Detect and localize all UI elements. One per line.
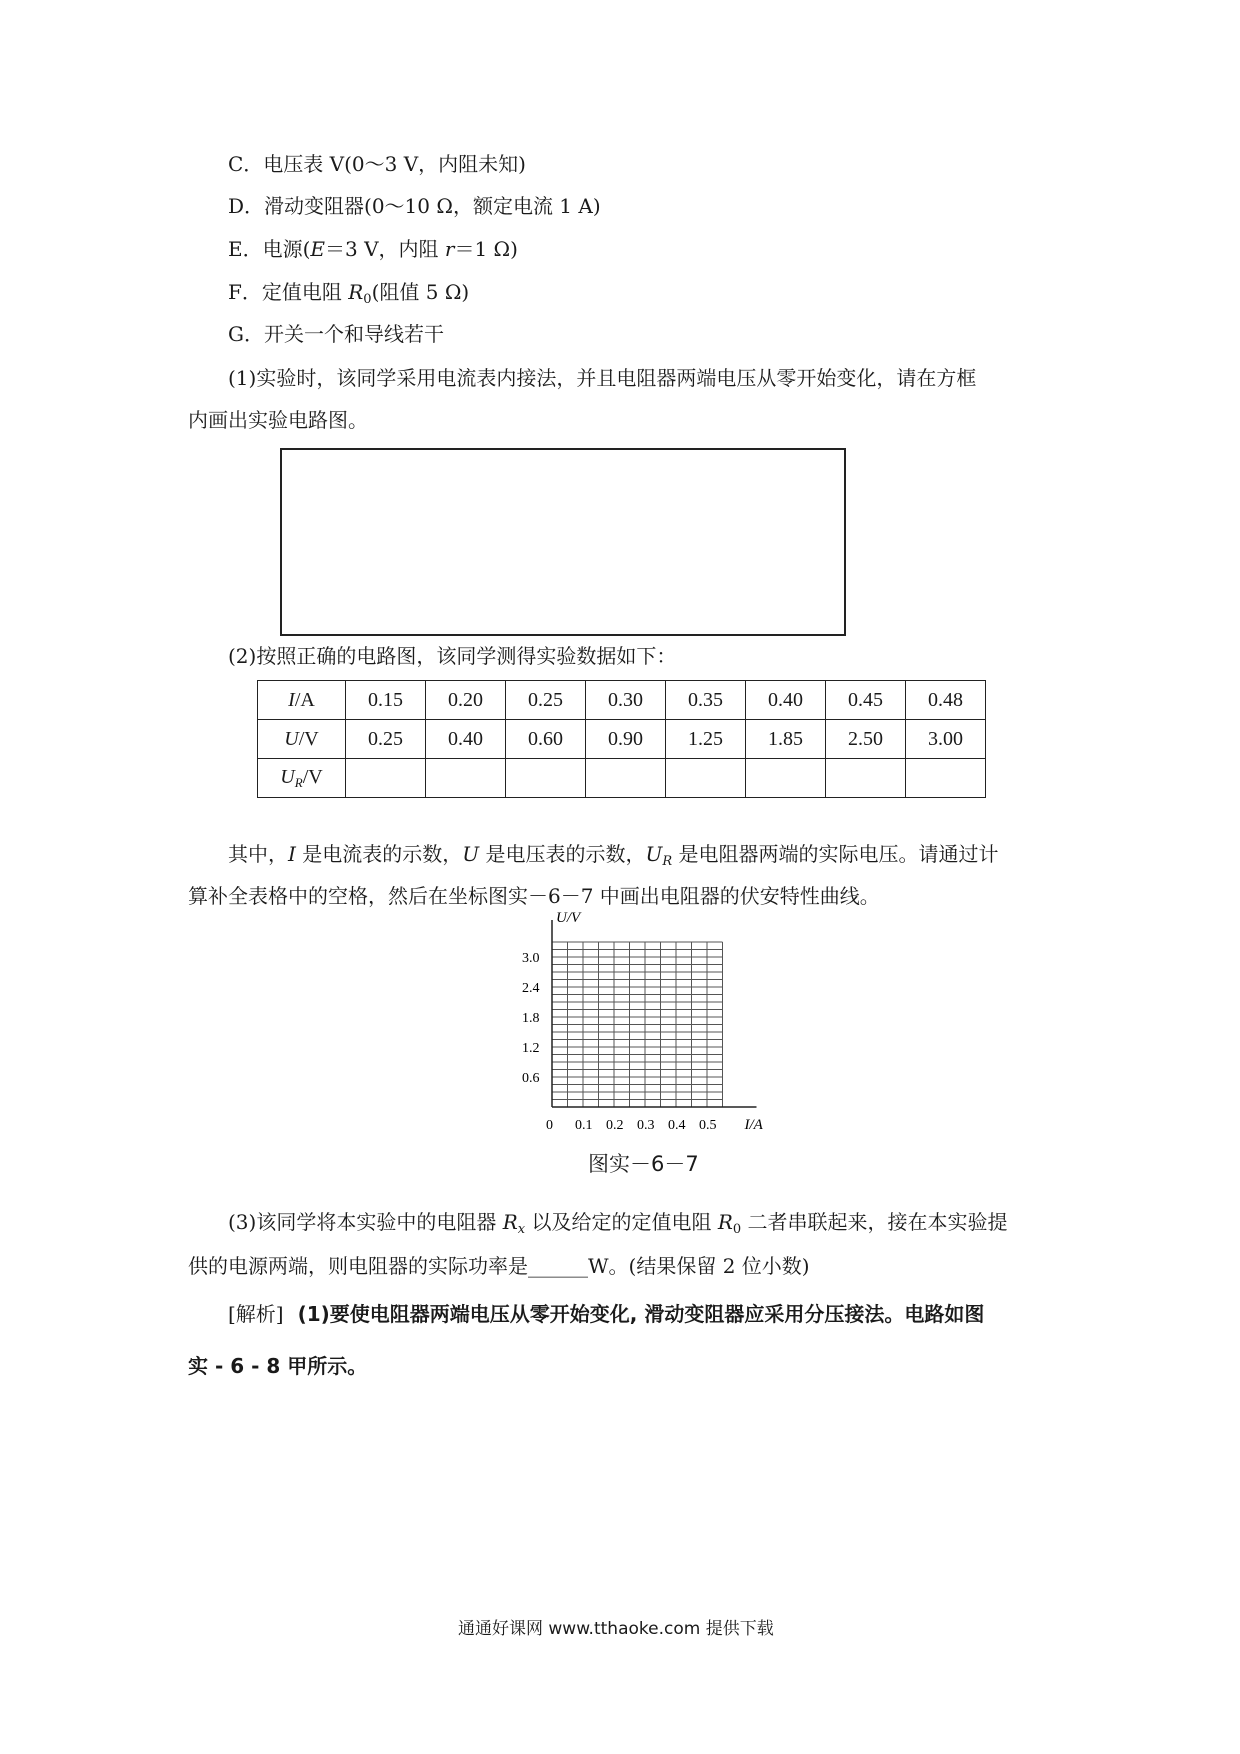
x-axis-label: I/A (744, 1117, 763, 1133)
symbol-ur: U (645, 842, 663, 866)
figure-caption: 图实－6－7 (588, 1152, 699, 1176)
footer-note: 通通好课网 www.tthaoke.com 提供下载 (458, 1619, 774, 1639)
y-tick-label: 3.0 (522, 951, 540, 966)
option-e-text: E．电源( (228, 237, 311, 261)
option-f-text: (阻值 5 Ω) (371, 280, 470, 304)
table-cell-blank (826, 759, 906, 798)
option-e (228, 235, 518, 263)
table-cell-blank (666, 759, 746, 798)
table-cell-blank (426, 759, 506, 798)
table-cell: 0.40 (746, 681, 826, 720)
solution-text: (1)要使电阻器两端电压从零开始变化, 滑动变阻器应采用分压接法。电路如图 (297, 1302, 985, 1326)
table-cell-blank (506, 759, 586, 798)
y-tick-label: 1.2 (522, 1041, 540, 1056)
table-row-current (258, 681, 986, 720)
table-cell: 2.50 (826, 720, 906, 759)
explanation-line2: 算补全表格中的空格，然后在坐标图实－6－7 中画出电阻器的伏安特性曲线。 (188, 884, 880, 908)
symbol-rx: R (502, 1210, 518, 1234)
question-3-line2: 供的电源两端，则电阻器的实际功率是______W。(结果保留 2 位小数) (188, 1254, 810, 1278)
symbol-ur-sub: R (294, 774, 303, 790)
x-tick-label: 0.5 (699, 1118, 717, 1133)
explanation-line1 (228, 840, 999, 876)
table-cell: 0.15 (346, 681, 426, 720)
symbol-r0-sub: 0 (732, 1222, 742, 1237)
row-header-actual-voltage (258, 759, 346, 798)
symbol-r0-sub: 0 (363, 292, 372, 307)
x-tick-label: 0.2 (606, 1118, 624, 1133)
explain-text: 是电压表的示数， (479, 842, 646, 866)
option-f (228, 278, 469, 314)
x-tick-label: 0 (546, 1118, 553, 1133)
unit-v: /V (298, 727, 319, 750)
option-c: C．电压表 V(0～3 V，内阻未知) (228, 152, 526, 176)
option-e-text: ＝1 Ω) (454, 237, 518, 261)
table-cell-blank (746, 759, 826, 798)
table-cell: 0.25 (506, 681, 586, 720)
unit-v: /V (302, 765, 323, 788)
y-tick-label: 2.4 (522, 981, 540, 996)
table-cell-blank (346, 759, 426, 798)
question-2-line1: (2)按照正确的电路图，该同学测得实验数据如下： (228, 644, 677, 668)
table-cell: 3.00 (906, 720, 986, 759)
q3-text: 以及给定的定值电阻 (525, 1210, 718, 1234)
table-cell-blank (586, 759, 666, 798)
table-row-voltage (258, 720, 986, 759)
q3-text: 二者串联起来，接在本实验提 (741, 1210, 1008, 1234)
symbol-u: U (462, 842, 480, 866)
table-cell-blank (906, 759, 986, 798)
option-f-text: F．定值电阻 (228, 280, 349, 304)
x-tick-label: 0.3 (637, 1118, 655, 1133)
symbol-i: I (288, 842, 296, 866)
table-row-actual-voltage (258, 759, 986, 798)
explain-text: 是电流表的示数， (295, 842, 463, 866)
symbol-rx-sub: x (517, 1222, 526, 1237)
solution-tag: [解析] (228, 1302, 284, 1326)
table-cell: 0.35 (666, 681, 746, 720)
table-cell: 0.30 (586, 681, 666, 720)
symbol-r0: R (348, 280, 364, 304)
option-d: D．滑动变阻器(0～10 Ω，额定电流 1 A) (228, 194, 601, 218)
explain-text: 是电阻器两端的实际电压。请通过计 (672, 842, 999, 866)
table-cell: 0.48 (906, 681, 986, 720)
symbol-r: r (444, 237, 455, 261)
explain-text: 其中， (228, 842, 288, 866)
circuit-answer-box (280, 448, 846, 636)
question-1-line1: (1)实验时，该同学采用电流表内接法，并且电阻器两端电压从零开始变化，请在方框 (228, 366, 977, 390)
table-cell: 0.20 (426, 681, 506, 720)
symbol-r0: R (717, 1210, 733, 1234)
solution-line1 (228, 1300, 984, 1328)
option-g: G．开关一个和导线若干 (228, 322, 444, 346)
uv-chart (500, 912, 790, 1142)
y-tick-label: 0.6 (522, 1071, 540, 1086)
symbol-i: I (288, 688, 295, 711)
solution-line2: 实 - 6 - 8 甲所示。 (188, 1354, 368, 1378)
table-cell: 0.90 (586, 720, 666, 759)
data-table (257, 680, 986, 798)
y-tick-label: 1.8 (522, 1011, 540, 1026)
unit-a: /A (294, 688, 315, 711)
table-cell: 0.40 (426, 720, 506, 759)
table-cell: 1.25 (666, 720, 746, 759)
symbol-ur-sub: R (662, 854, 673, 869)
row-header-current (258, 681, 346, 720)
table-cell: 0.25 (346, 720, 426, 759)
x-tick-label: 0.1 (575, 1118, 593, 1133)
table-cell: 1.85 (746, 720, 826, 759)
question-3-line1 (228, 1208, 1008, 1244)
symbol-u: U (284, 727, 299, 750)
q3-text: (3)该同学将本实验中的电阻器 (228, 1210, 503, 1234)
option-e-text: ＝3 V，内阻 (325, 237, 445, 261)
table-cell: 0.45 (826, 681, 906, 720)
question-1-line2: 内画出实验电路图。 (188, 408, 368, 432)
row-header-voltage (258, 720, 346, 759)
table-cell: 0.60 (506, 720, 586, 759)
x-tick-label: 0.4 (668, 1118, 686, 1133)
y-axis-label: U/V (556, 912, 581, 926)
symbol-ur: U (280, 765, 295, 788)
symbol-e: E (310, 237, 326, 261)
